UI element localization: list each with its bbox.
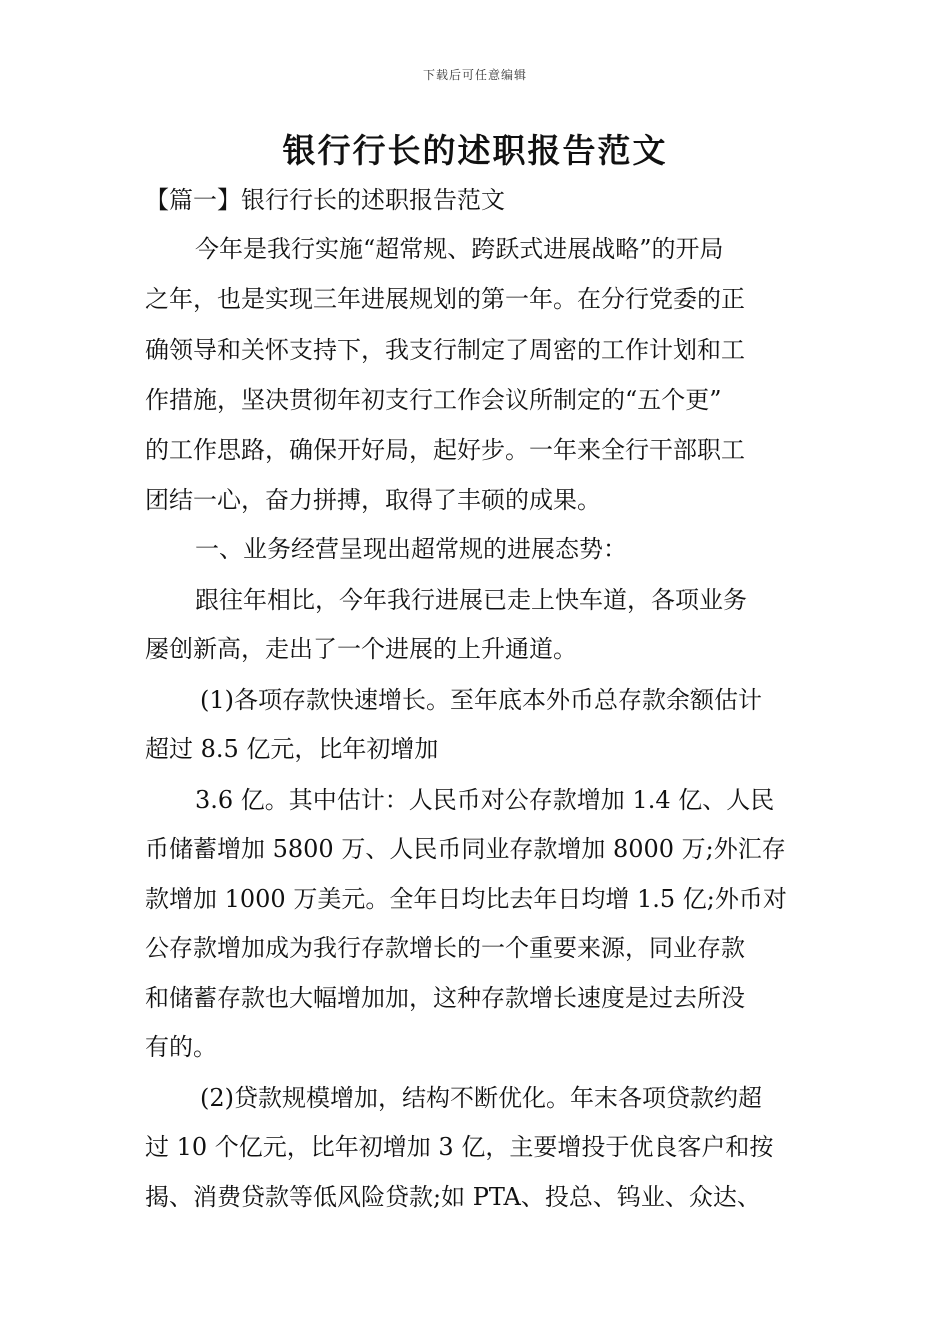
body-line: 今年是我行实施“超常规、跨跃式进展战略”的开局 (195, 235, 724, 263)
body-line: 3.6 亿。其中估计：人民币对公存款增加 1.4 亿、人民 (195, 786, 775, 814)
body-line: 公存款增加成为我行存款增长的一个重要来源，同业存款 (145, 934, 745, 962)
body-line: 作措施，坚决贯彻年初支行工作会议所制定的“五个更” (145, 386, 722, 414)
body-line: 和储蓄存款也大幅增加加，这种存款增长速度是过去所没 (145, 984, 745, 1012)
body-line: 跟往年相比，今年我行进展已走上快车道，各项业务 (195, 586, 747, 614)
body-line: 款增加 1000 万美元。全年日均比去年日均增 1.5 亿;外币对 (145, 885, 787, 913)
section-heading: 【篇一】银行行长的述职报告范文 (145, 186, 505, 214)
body-line: 揭、消费贷款等低风险贷款;如 PTA、投总、钨业、众达、 (145, 1183, 761, 1211)
body-line: 过 10 个亿元，比年初增加 3 亿，主要增投于优良客户和按 (145, 1133, 774, 1161)
body-line: 屡创新高，走出了一个进展的上升通道。 (145, 635, 577, 663)
body-line: 团结一心，奋力拼搏，取得了丰硕的成果。 (145, 486, 601, 514)
body-line: 超过 8.5 亿元，比年初增加 (145, 735, 439, 763)
body-line: 币储蓄增加 5800 万、人民币同业存款增加 8000 万;外汇存 (145, 835, 786, 863)
body-line: 的工作思路，确保开好局，起好步。一年来全行干部职工 (145, 436, 745, 464)
body-line: (1)各项存款快速增长。至年底本外币总存款余额估计 (200, 686, 762, 714)
body-line: 一、业务经营呈现出超常规的进展态势： (195, 535, 627, 563)
body-line: 有的。 (145, 1033, 217, 1061)
body-line: 之年，也是实现三年进展规划的第一年。在分行党委的正 (145, 285, 745, 313)
body-line: (2)贷款规模增加，结构不断优化。年末各项贷款约超 (200, 1084, 762, 1112)
document-title: 银行行长的述职报告范文 (282, 131, 668, 170)
header-note: 下载后可任意编辑 (422, 68, 527, 82)
body-line: 确领导和关怀支持下，我支行制定了周密的工作计划和工 (145, 336, 745, 364)
